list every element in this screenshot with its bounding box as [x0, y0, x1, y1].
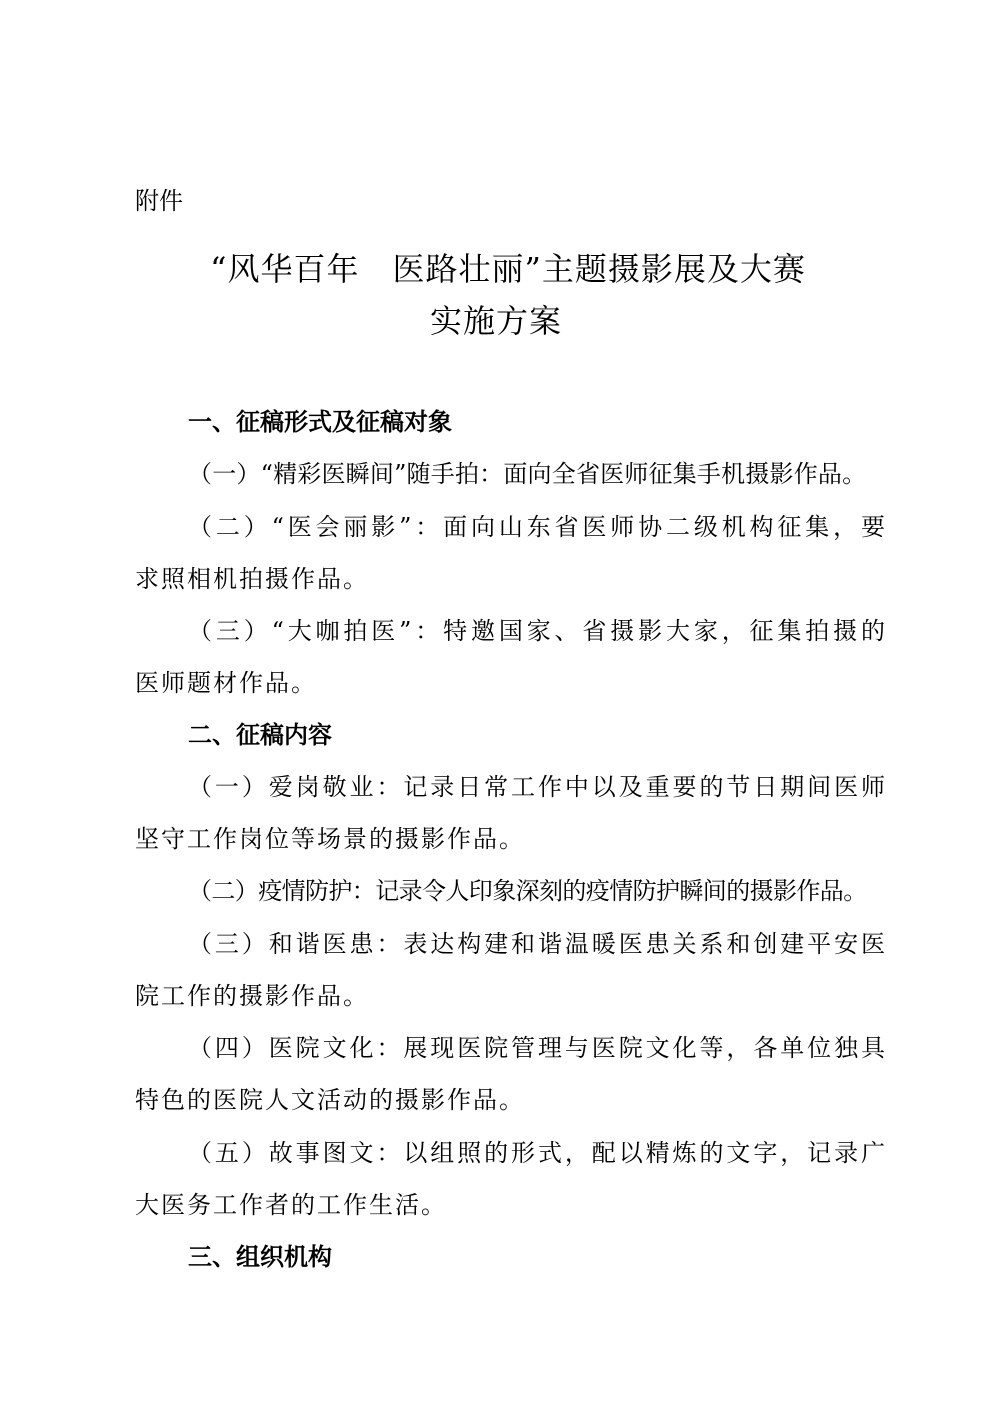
- section-1-item-1-line-1: （一）“精彩医瞬间”随手拍：面向全省医师征集手机摄影作品。: [188, 460, 867, 488]
- section-2-item-5-line-2: 大医务工作者的工作生活。: [135, 1191, 447, 1219]
- section-heading-2: 二、征稿内容: [188, 721, 332, 749]
- section-1-item-2-line-2: 求照相机拍摄作品。: [135, 565, 369, 593]
- document-title-line-2: 实施方案: [429, 302, 562, 340]
- attachment-label: 附件: [135, 187, 183, 215]
- section-2-item-5-line-1: （五）故事图文：以组照的形式，配以精炼的文字，记录广: [188, 1139, 885, 1167]
- section-1-item-2-line-1: （二）“医会丽影”：面向山东省医师协二级机构征集，要: [188, 513, 885, 541]
- document-title-line-1: “风华百年 医路壮丽”主题摄影展及大赛: [210, 250, 806, 288]
- section-2-item-1-line-1: （一）爱岗敬业：记录日常工作中以及重要的节日期间医师: [188, 773, 885, 801]
- section-1-item-3-line-1: （三）“大咖拍医”：特邀国家、省摄影大家，征集拍摄的: [188, 617, 885, 645]
- section-2-item-4-line-2: 特色的医院人文活动的摄影作品。: [135, 1086, 525, 1114]
- section-2-item-3-line-1: （三）和谐医患：表达构建和谐温暖医患关系和创建平安医: [188, 930, 885, 958]
- section-2-item-3-line-2: 院工作的摄影作品。: [135, 982, 369, 1010]
- section-heading-3: 三、组织机构: [188, 1243, 332, 1271]
- section-2-item-2-line-1: （二）疫情防护：记录令人印象深刻的疫情防护瞬间的摄影作品。: [188, 877, 867, 905]
- section-2-item-1-line-2: 坚守工作岗位等场景的摄影作品。: [135, 825, 525, 853]
- section-heading-1: 一、征稿形式及征稿对象: [188, 408, 452, 436]
- section-1-item-3-line-2: 医师题材作品。: [135, 669, 317, 697]
- section-2-item-4-line-1: （四）医院文化：展现医院管理与医院文化等，各单位独具: [188, 1034, 885, 1062]
